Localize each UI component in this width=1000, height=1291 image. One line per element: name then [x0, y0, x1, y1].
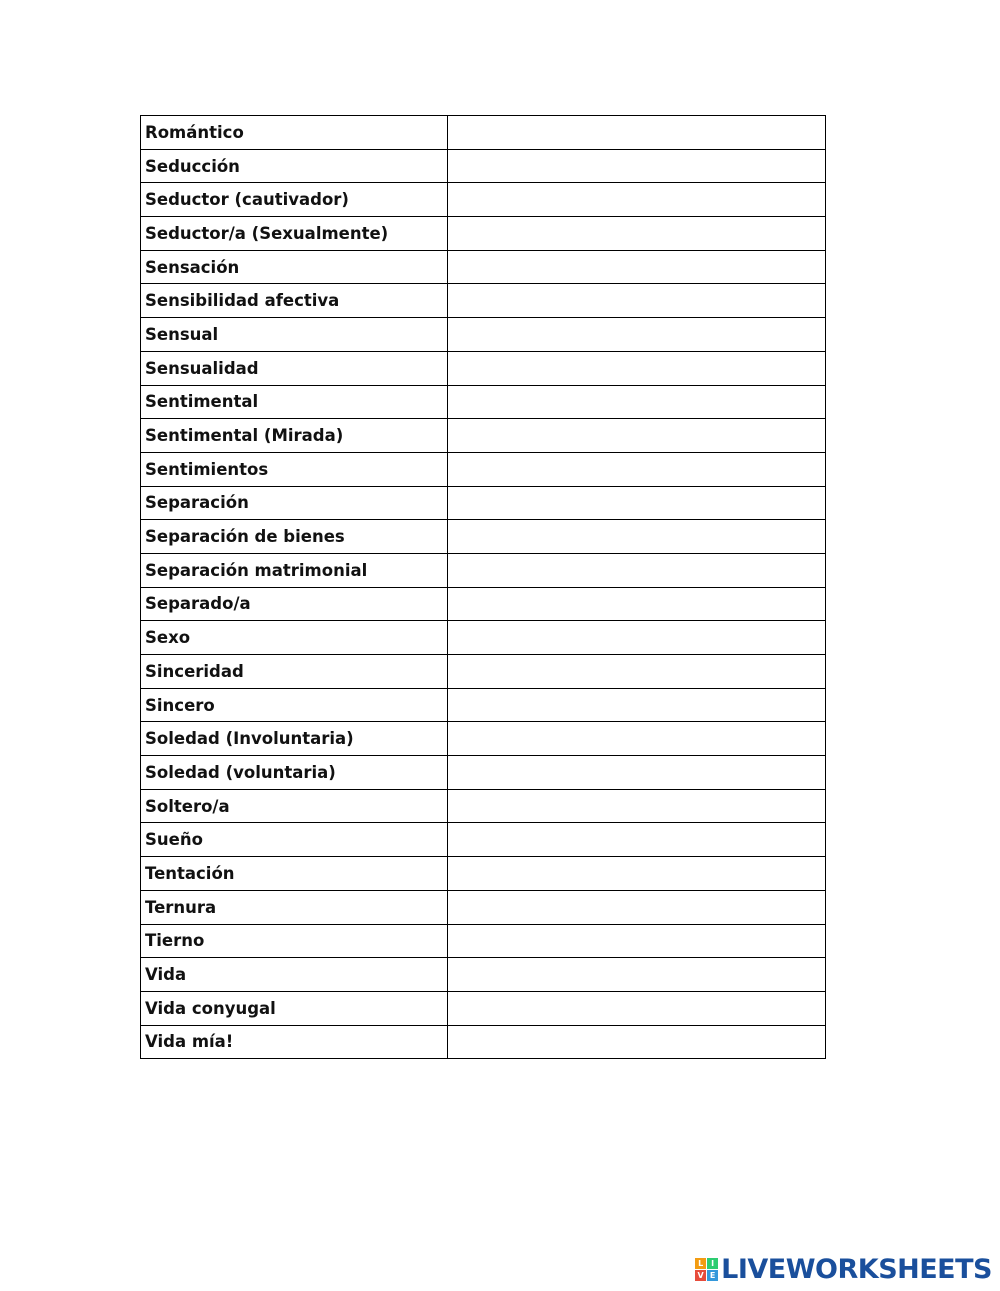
answer-input[interactable] [448, 655, 825, 688]
answer-input[interactable] [448, 318, 825, 351]
logo-block: V [695, 1270, 706, 1281]
answer-cell[interactable] [448, 958, 826, 992]
term-cell: Sentimental (Mirada) [141, 419, 448, 453]
table-row [141, 756, 826, 790]
logo-text: LIVEWORKSHEETS [721, 1254, 992, 1285]
term-cell: Sentimientos [141, 452, 448, 486]
answer-cell[interactable] [448, 991, 826, 1025]
answer-input[interactable] [448, 925, 825, 958]
answer-cell[interactable] [448, 722, 826, 756]
answer-cell[interactable] [448, 553, 826, 587]
table-row [141, 116, 826, 150]
answer-input[interactable] [448, 621, 825, 654]
table-row [141, 520, 826, 554]
answer-cell[interactable] [448, 116, 826, 150]
liveworksheets-logo [695, 1254, 992, 1285]
table-row [141, 890, 826, 924]
term-cell: Sueño [141, 823, 448, 857]
table-row [141, 284, 826, 318]
answer-cell[interactable] [448, 217, 826, 251]
term-cell: Vida mía! [141, 1025, 448, 1059]
table-row [141, 655, 826, 689]
term-cell: Ternura [141, 890, 448, 924]
answer-cell[interactable] [448, 621, 826, 655]
answer-input[interactable] [448, 284, 825, 317]
answer-input[interactable] [448, 756, 825, 789]
table-row [141, 722, 826, 756]
term-cell: Sensualidad [141, 351, 448, 385]
table-row [141, 621, 826, 655]
term-cell: Sinceridad [141, 655, 448, 689]
logo-block: I [707, 1258, 718, 1269]
answer-cell[interactable] [448, 452, 826, 486]
answer-input[interactable] [448, 857, 825, 890]
term-cell: Soledad (Involuntaria) [141, 722, 448, 756]
answer-input[interactable] [448, 150, 825, 183]
answer-input[interactable] [448, 790, 825, 823]
table-row [141, 452, 826, 486]
term-cell: Sentimental [141, 385, 448, 419]
term-cell: Sexo [141, 621, 448, 655]
answer-input[interactable] [448, 823, 825, 856]
answer-input[interactable] [448, 722, 825, 755]
answer-cell[interactable] [448, 1025, 826, 1059]
table-row [141, 857, 826, 891]
term-cell: Sensual [141, 318, 448, 352]
table-row [141, 351, 826, 385]
answer-cell[interactable] [448, 789, 826, 823]
term-cell: Tentación [141, 857, 448, 891]
term-cell: Vida [141, 958, 448, 992]
answer-cell[interactable] [448, 520, 826, 554]
answer-cell[interactable] [448, 688, 826, 722]
term-cell: Separación matrimonial [141, 553, 448, 587]
answer-input[interactable] [448, 588, 825, 621]
answer-input[interactable] [448, 958, 825, 991]
answer-cell[interactable] [448, 890, 826, 924]
table-row [141, 217, 826, 251]
table-row [141, 486, 826, 520]
answer-cell[interactable] [448, 419, 826, 453]
table-row [141, 149, 826, 183]
answer-cell[interactable] [448, 655, 826, 689]
answer-cell[interactable] [448, 823, 826, 857]
term-cell: Separado/a [141, 587, 448, 621]
term-cell: Sensación [141, 250, 448, 284]
answer-cell[interactable] [448, 183, 826, 217]
answer-input[interactable] [448, 520, 825, 553]
answer-input[interactable] [448, 183, 825, 216]
vocabulary-table [140, 115, 826, 1059]
term-cell: Tierno [141, 924, 448, 958]
logo-block: L [695, 1258, 706, 1269]
answer-cell[interactable] [448, 924, 826, 958]
answer-input[interactable] [448, 217, 825, 250]
answer-cell[interactable] [448, 486, 826, 520]
answer-input[interactable] [448, 419, 825, 452]
answer-input[interactable] [448, 386, 825, 419]
table-row [141, 419, 826, 453]
table-row [141, 789, 826, 823]
answer-cell[interactable] [448, 284, 826, 318]
table-row [141, 553, 826, 587]
answer-cell[interactable] [448, 149, 826, 183]
answer-input[interactable] [448, 992, 825, 1025]
answer-cell[interactable] [448, 857, 826, 891]
table-row [141, 958, 826, 992]
answer-cell[interactable] [448, 385, 826, 419]
answer-cell[interactable] [448, 587, 826, 621]
term-cell: Seductor/a (Sexualmente) [141, 217, 448, 251]
answer-input[interactable] [448, 891, 825, 924]
answer-input[interactable] [448, 251, 825, 284]
table-row [141, 318, 826, 352]
term-cell: Romántico [141, 116, 448, 150]
answer-cell[interactable] [448, 318, 826, 352]
term-cell: Sincero [141, 688, 448, 722]
answer-cell[interactable] [448, 250, 826, 284]
answer-cell[interactable] [448, 756, 826, 790]
table-row [141, 250, 826, 284]
term-cell: Soltero/a [141, 789, 448, 823]
term-cell: Seducción [141, 149, 448, 183]
answer-cell[interactable] [448, 351, 826, 385]
table-row [141, 924, 826, 958]
term-cell: Sensibilidad afectiva [141, 284, 448, 318]
table-row [141, 587, 826, 621]
answer-input[interactable] [448, 487, 825, 520]
table-row [141, 1025, 826, 1059]
term-cell: Soledad (voluntaria) [141, 756, 448, 790]
answer-input[interactable] [448, 116, 825, 149]
table-row [141, 688, 826, 722]
term-cell: Separación de bienes [141, 520, 448, 554]
term-cell: Vida conyugal [141, 991, 448, 1025]
logo-blocks-icon [695, 1258, 718, 1281]
answer-input[interactable] [448, 689, 825, 722]
answer-input[interactable] [448, 554, 825, 587]
term-cell: Seductor (cautivador) [141, 183, 448, 217]
term-cell: Separación [141, 486, 448, 520]
answer-input[interactable] [448, 453, 825, 486]
logo-block: E [707, 1270, 718, 1281]
answer-input[interactable] [448, 352, 825, 385]
answer-input[interactable] [448, 1026, 825, 1059]
table-row [141, 991, 826, 1025]
table-row [141, 823, 826, 857]
table-row [141, 183, 826, 217]
table-row [141, 385, 826, 419]
